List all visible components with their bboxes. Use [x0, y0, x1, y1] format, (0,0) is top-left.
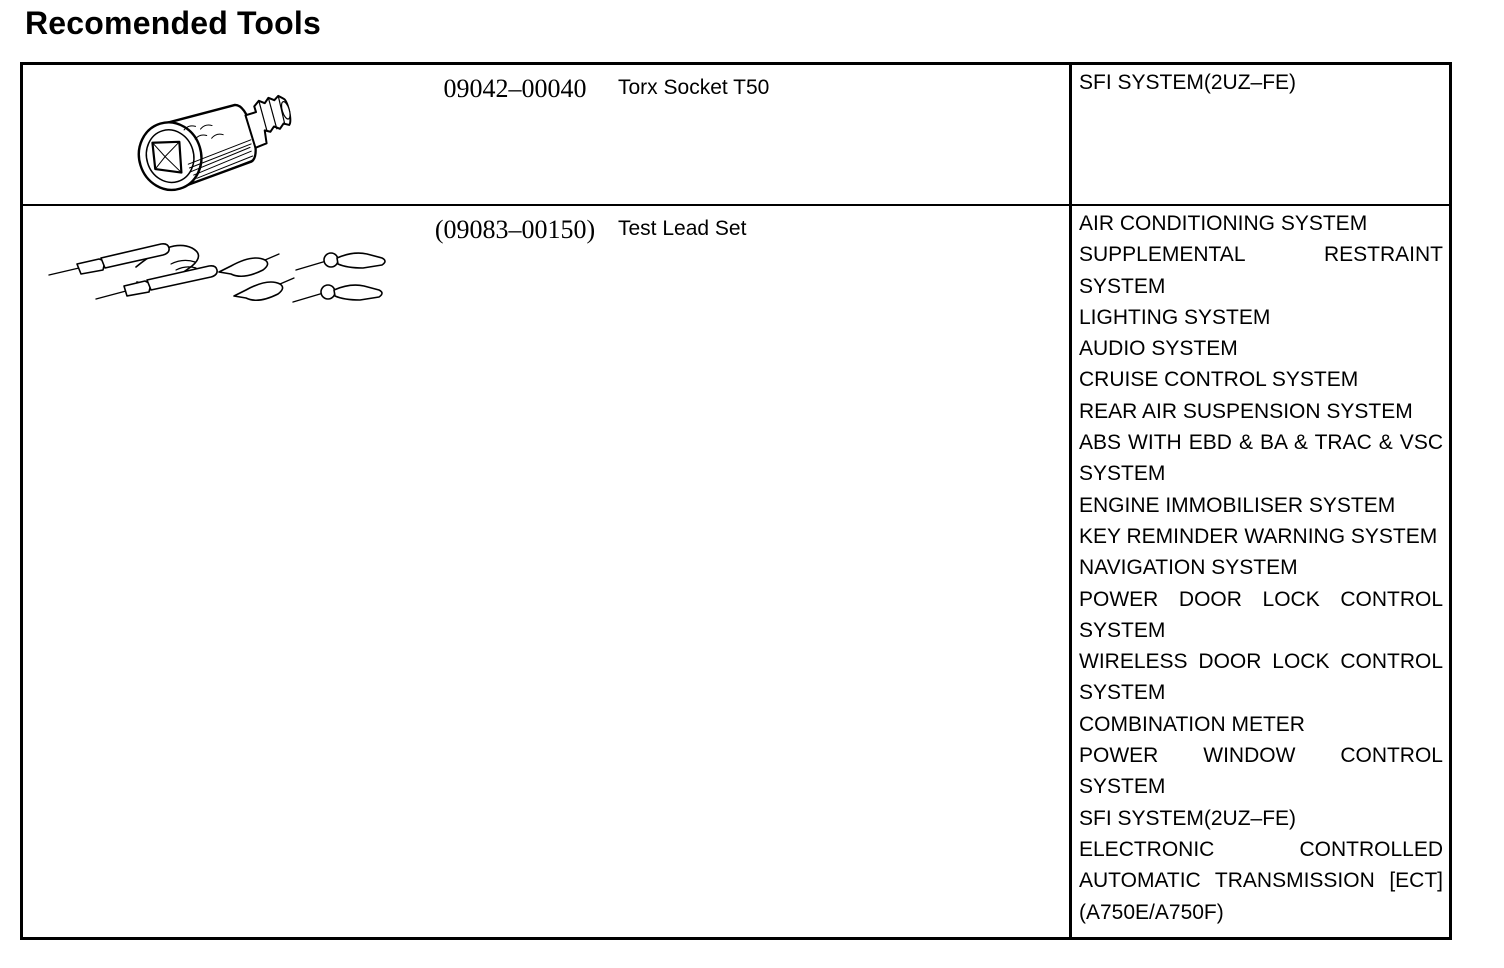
system-item: KEY REMINDER WARNING SYSTEM: [1079, 524, 1438, 548]
system-item: COMBINATION METER: [1079, 712, 1305, 736]
system-item: ELECTRONIC CONTROLLED AUTOMATIC TRANSMISSION [ECT](A750E/A750F): [1079, 837, 1443, 924]
tool-cell: [23, 206, 1069, 937]
system-item: SFI SYSTEM(2UZ–FE): [1079, 71, 1297, 94]
system-item: AIR CONDITIONING SYSTEM: [1079, 212, 1368, 235]
part-number: (09083–00150): [434, 215, 596, 244]
recommended-tools-table: [20, 62, 1452, 940]
system-item: AUDIO SYSTEM: [1079, 337, 1238, 361]
table-row: [23, 65, 1449, 206]
system-item: CRUISE CONTROL SYSTEM: [1079, 368, 1359, 392]
page-title: Recomended Tools: [25, 5, 321, 41]
system-item: SUPPLEMENTAL RESTRAINT SYSTEM: [1079, 243, 1443, 298]
system-item: SFI SYSTEM(2UZ–FE): [1079, 806, 1297, 830]
tool-name: Test Lead Set: [618, 217, 747, 240]
system-item: WIRELESS DOOR LOCK CONTROL SYSTEM: [1079, 650, 1443, 705]
system-item: REAR AIR SUSPENSION SYSTEM: [1079, 399, 1413, 423]
torx-socket-image: [126, 69, 306, 204]
system-item: LIGHTING SYSTEM: [1079, 305, 1271, 329]
part-number: 09042–00040: [443, 74, 587, 103]
table-row: [23, 206, 1449, 937]
systems-cell: [1069, 65, 1449, 204]
system-item: POWER WINDOW CONTROL SYSTEM: [1079, 744, 1443, 799]
systems-cell: [1069, 206, 1449, 937]
test-lead-set-image: [41, 222, 401, 327]
system-item: NAVIGATION SYSTEM: [1079, 556, 1298, 580]
system-item: POWER DOOR LOCK CONTROL SYSTEM: [1079, 587, 1443, 642]
tool-cell: [23, 65, 1069, 204]
tool-name: Torx Socket T50: [618, 76, 770, 99]
system-item: ENGINE IMMOBILISER SYSTEM: [1079, 493, 1396, 517]
system-item: ABS WITH EBD & BA & TRAC & VSC SYSTEM: [1079, 431, 1443, 486]
